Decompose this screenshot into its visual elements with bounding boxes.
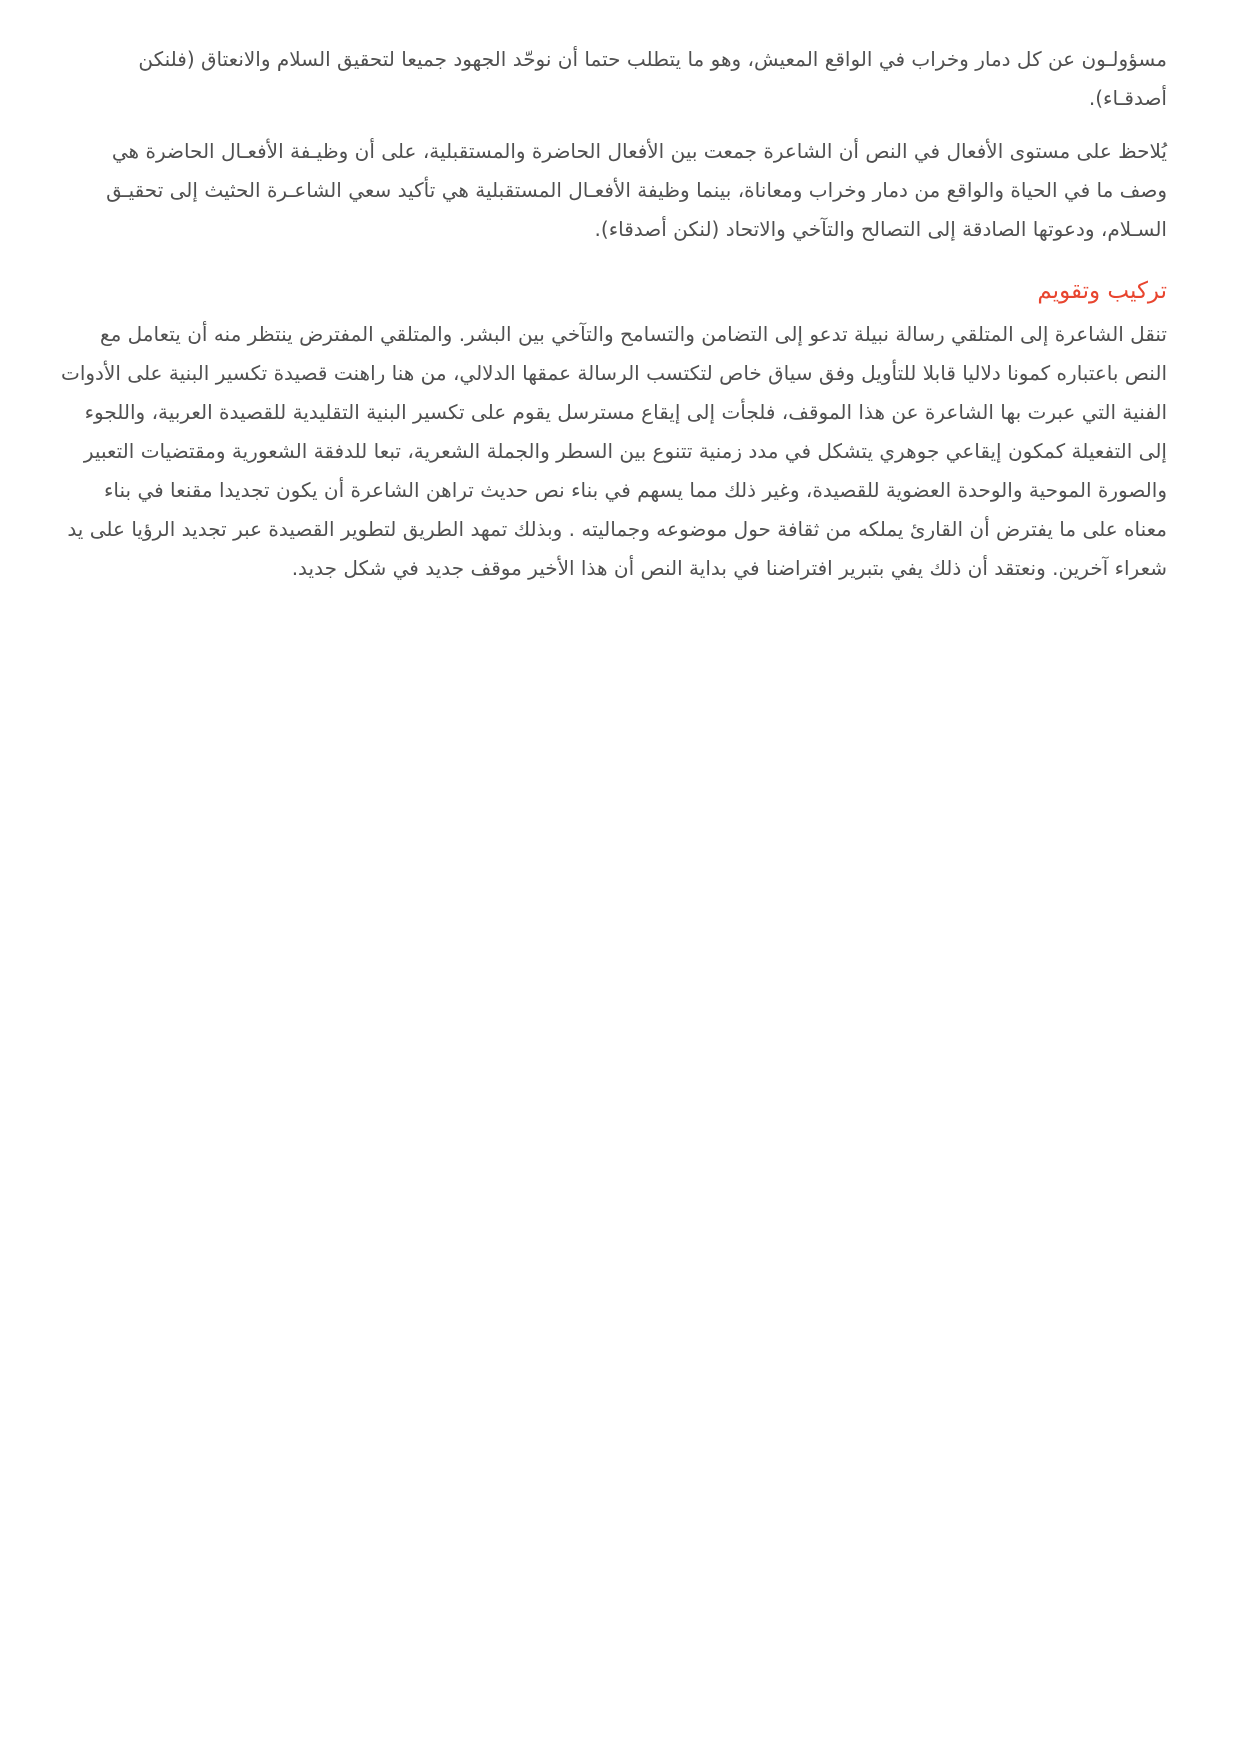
paragraph-verbs-analysis: يُلاحظ على مستوى الأفعال في النص أن الشاعرة جمعت بين الأفعال الحاضرة والمستقبلية، على أن وظيـفة الأفعـال الحاضرة هي وصف ما في الحياة والواقع من دمار وخراب ومعاناة، بينما وظيفة الأفعـال المستقبلية هي تأكيد سعي الشاعـرة الحثيث إلى تحقيـق السـلام، ودعوتها الصادقة إلى التصالح والتآخي والاتحاد (لنكن أصدقاء). <box>106 139 1167 241</box>
document-page <box>60 40 1167 602</box>
paragraph-continuation: مسؤولـون عن كل دمار وخراب في الواقع المعيش، وهو ما يتطلب حتما أن نوحّد الجهود جميعا لتحقيق السلام والانعتاق (فلنكن أصدقـاء). <box>138 47 1167 110</box>
paragraph-synthesis: تنقل الشاعرة إلى المتلقي رسالة نبيلة تدعو إلى التضامن والتسامح والتآخي بين البشر. والمتلقي المفترض ينتظر منه أن يتعامل مع النص باعتباره كمونا دلاليا قابلا للتأويل وفق سياق خاص لتكتسب الرسالة عمقها الدلالي، من هنا راهنت قصيدة تكسير البنية على الأدوات الفنية التي عبرت بها الشاعرة عن هذا الموقف، فلجأت إلى إيقاع مسترسل يقوم على تكسير البنية التقليدية للقصيدة العربية، واللجوء إلى التفعيلة كمكون إيقاعي جوهري يتشكل في مدد زمنية تتنوع بين السطر والجملة الشعرية، تبعا للدفقة الشعورية ومقتضيات التعبير والصورة الموحية والوحدة العضوية للقصيدة، وغير ذلك مما يسهم في بناء نص حديث تراهن الشاعرة أن يكون تجديدا مقنعا في بناء معناه على ما يفترض أن القارئ يملكه من ثقافة حول موضوعه وجماليته . وبذلك تمهد الطريق لتطوير القصيدة عبر تجديد الرؤيا على يد شعراء آخرين. ونعتقد أن ذلك يفي بتبرير افتراضنا في بداية النص أن هذا الأخير موقف جديد في شكل جديد. <box>61 322 1167 580</box>
section-heading: تركيب وتقويم <box>1037 278 1167 304</box>
